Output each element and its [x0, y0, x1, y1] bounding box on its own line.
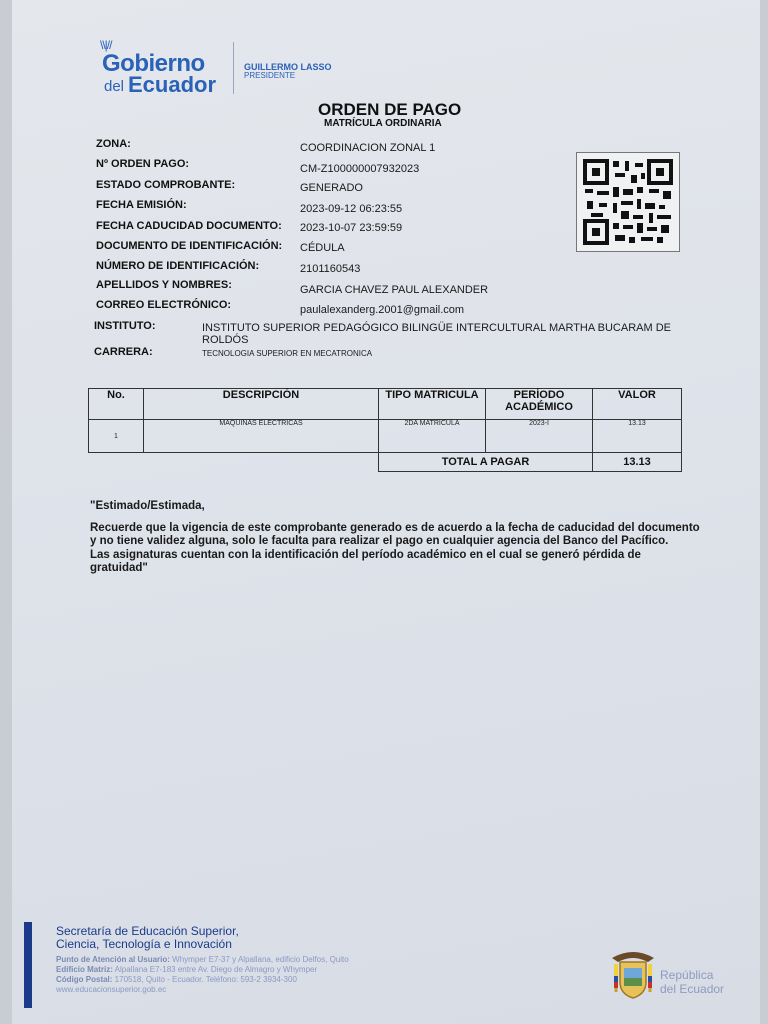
- table-row: [89, 420, 682, 453]
- republica-line1: República: [660, 968, 714, 982]
- logo-text-del: del: [104, 78, 125, 95]
- field-label-fecha-emision: FECHA EMISIÓN:: [96, 199, 187, 211]
- total-label: TOTAL A PAGAR: [379, 453, 593, 472]
- field-value-zona: COORDINACION ZONAL 1: [300, 142, 436, 154]
- col-header-periodo: PERÍODO ACADÉMICO: [486, 389, 593, 420]
- notice-paragraph-2: Las asignaturas cuentan con la identificación del período académico en el cual se generó pérdida de gratuidad": [90, 548, 641, 574]
- col-header-no: No.: [89, 389, 144, 420]
- carrera-value: TECNOLOGIA SUPERIOR EN MECATRONICA: [202, 349, 373, 358]
- logo-text-ecuador: Ecuador: [128, 72, 217, 97]
- notice-greeting: "Estimado/Estimada,: [90, 500, 205, 512]
- field-value-correo: paulalexanderg.2001@gmail.com: [300, 304, 465, 316]
- field-value-documento: CÉDULA: [300, 242, 345, 254]
- cell-valor: 13.13: [593, 420, 682, 453]
- footer-line-key: Punto de Atención al Usuario:: [56, 955, 170, 964]
- footer-accent-bar: [24, 922, 32, 1008]
- total-value: 13.13: [593, 453, 682, 472]
- footer-address-line: [56, 975, 297, 984]
- footer-line-key: Edificio Matriz:: [56, 965, 113, 974]
- footer-line-text: Whymper E7-37 y Alpallana, edificio Delfos, Quito: [169, 955, 349, 964]
- field-value-nombres: GARCIA CHAVEZ PAUL ALEXANDER: [300, 284, 489, 296]
- field-label-numero: NÚMERO DE IDENTIFICACIÓN:: [96, 260, 260, 272]
- carrera-label: CARRERA:: [94, 346, 153, 358]
- cell-periodo: 2023-I: [486, 420, 593, 453]
- notice-paragraph-1: Recuerde que la vigencia de este comprobante generado es de acuerdo a la fecha de caducidad del documento y no tiene validez alguna, solo le faculta para realizar el pago en cualquier agencia del Banco del Pacífico.: [90, 521, 700, 547]
- col-header-descripcion: DESCRIPCIÓN: [144, 389, 379, 420]
- coat-of-arms-icon: [610, 948, 656, 1002]
- footer-address-line: [56, 955, 349, 964]
- cell-tipo: 2DA MATRICULA: [379, 420, 486, 453]
- field-value-estado: GENERADO: [300, 182, 363, 194]
- field-label-orden: Nº ORDEN PAGO:: [96, 158, 190, 170]
- field-value-orden: CM-Z100000007932023: [300, 163, 420, 175]
- field-label-nombres: APELLIDOS Y NOMBRES:: [96, 279, 232, 291]
- field-value-numero: 2101160543: [300, 263, 361, 275]
- footer-org-line2: Ciencia, Tecnología e Innovación: [56, 937, 232, 951]
- republica-line2: del Ecuador: [660, 982, 725, 996]
- instituto-label: INSTITUTO:: [94, 320, 156, 332]
- footer-line-text: 170518, Quito - Ecuador. Teléfono: 593-2 3934-300: [112, 975, 297, 984]
- footer-website-line: www.educacionsuperior.gob.ec: [56, 985, 167, 994]
- field-label-estado: ESTADO COMPROBANTE:: [96, 179, 236, 191]
- col-header-valor: VALOR: [593, 389, 682, 420]
- qr-code-icon: [576, 152, 680, 252]
- field-label-correo: CORREO ELECTRÓNICO:: [96, 299, 232, 311]
- footer-line-text: Alpallana E7-183 entre Av. Diego de Almagro y Whymper: [112, 965, 318, 974]
- footer-org-line1: Secretaría de Educación Superior,: [56, 924, 239, 938]
- footer-address-line: [56, 965, 317, 974]
- logo-divider: [233, 42, 234, 94]
- instituto-value: INSTITUTO SUPERIOR PEDAGÓGICO BILINGÜE INTERCULTURAL MARTHA BUCARAM DE ROLDÓS: [202, 322, 671, 346]
- cell-descripcion: MAQUINAS ELECTRICAS: [144, 420, 379, 453]
- sun-icon: \\|//: [100, 38, 112, 52]
- table-header-row: [89, 389, 682, 420]
- col-header-tipo: TIPO MATRICULA: [379, 389, 486, 420]
- cell-no: 1: [89, 420, 144, 453]
- payment-table: [88, 388, 682, 472]
- notice-message: [90, 500, 700, 576]
- field-label-fecha-caducidad: FECHA CADUCIDAD DOCUMENTO:: [96, 220, 282, 232]
- president-name: GUILLERMO LASSO: [244, 62, 332, 72]
- president-title: PRESIDENTE: [244, 71, 296, 80]
- field-value-fecha-emision: 2023-09-12 06:23:55: [300, 203, 403, 215]
- logo-text-gobierno: Gobierno: [102, 50, 205, 77]
- document-title: ORDEN DE PAGO: [318, 100, 462, 119]
- document-subtitle: MATRÍCULA ORDINARIA: [324, 118, 442, 129]
- total-row: [89, 453, 682, 472]
- field-value-fecha-caducidad: 2023-10-07 23:59:59: [300, 222, 403, 234]
- field-label-documento: DOCUMENTO DE IDENTIFICACIÓN:: [96, 240, 283, 252]
- field-label-zona: ZONA:: [96, 138, 131, 150]
- footer-line-key: Código Postal:: [56, 975, 113, 984]
